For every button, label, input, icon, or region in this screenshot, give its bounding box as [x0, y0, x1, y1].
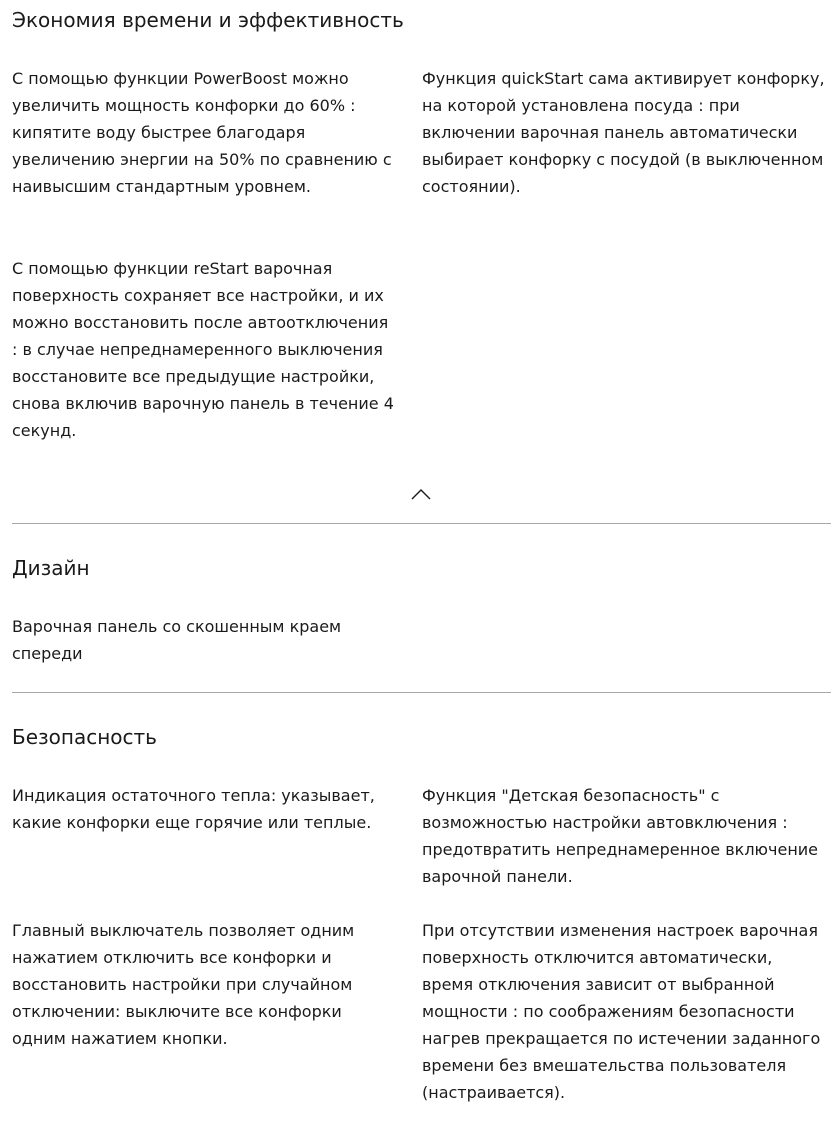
efficiency-section: [12, 0, 831, 520]
safety-section: [12, 708, 831, 1129]
safety-auto-off-text: При отсутствии изменения настроек варочная поверхность отключится автоматически, время отключения зависит от выбранной мощности : по соображениям безопасности нагрев прекращается по истечении заданного времени без вмешательства пользователя (настраивается).: [422, 921, 821, 1102]
efficiency-restart-text: С помощью функции reStart варочная поверхность сохраняет все настройки, и их можно восстановить после автоотключения : в случае непреднамеренного выключения восстановите все предыдущие настройки, снова включив варочную панель в течение 4 секунд.: [12, 259, 394, 440]
safety-section-title: Безопасность: [12, 725, 157, 749]
safety-residual-heat-text: Индикация остаточного тепла: указывает, какие конфорки еще горячие или теплые.: [12, 786, 375, 832]
efficiency-powerboost-text: С помощью функции PowerBoost можно увеличить мощность конфорки до 60% : кипятите воду быстрее благодаря увеличению энергии на 50% по сравнению с наивысшим стандартным уровнем.: [12, 69, 392, 196]
safety-child-lock-text: Функция "Детская безопасность" с возможностью настройки автовключения : предотвратить непреднамеренное включение варочной панели.: [422, 786, 819, 886]
design-beveled-edge-text: Варочная панель со скошенным краем спереди: [12, 617, 342, 663]
safety-main-switch-text: Главный выключатель позволяет одним нажатием отключить все конфорки и восстановить настройки при случайном отключении: выключите все конфорки одним нажатием кнопки.: [12, 921, 355, 1048]
divider-efficiency-design: [12, 523, 831, 524]
efficiency-section-title: Экономия времени и эффективность: [12, 8, 404, 32]
design-section: [12, 540, 831, 690]
divider-design-safety: [12, 692, 831, 693]
chevron-up-icon[interactable]: [409, 485, 433, 503]
design-section-title: Дизайн: [12, 556, 90, 580]
efficiency-quickstart-text: Функция quickStart сама активирует конфорку, на которой установлена посуда : при включении варочная панель автоматически выбирает конфорку с посудой (в выключенном состоянии).: [422, 69, 825, 196]
